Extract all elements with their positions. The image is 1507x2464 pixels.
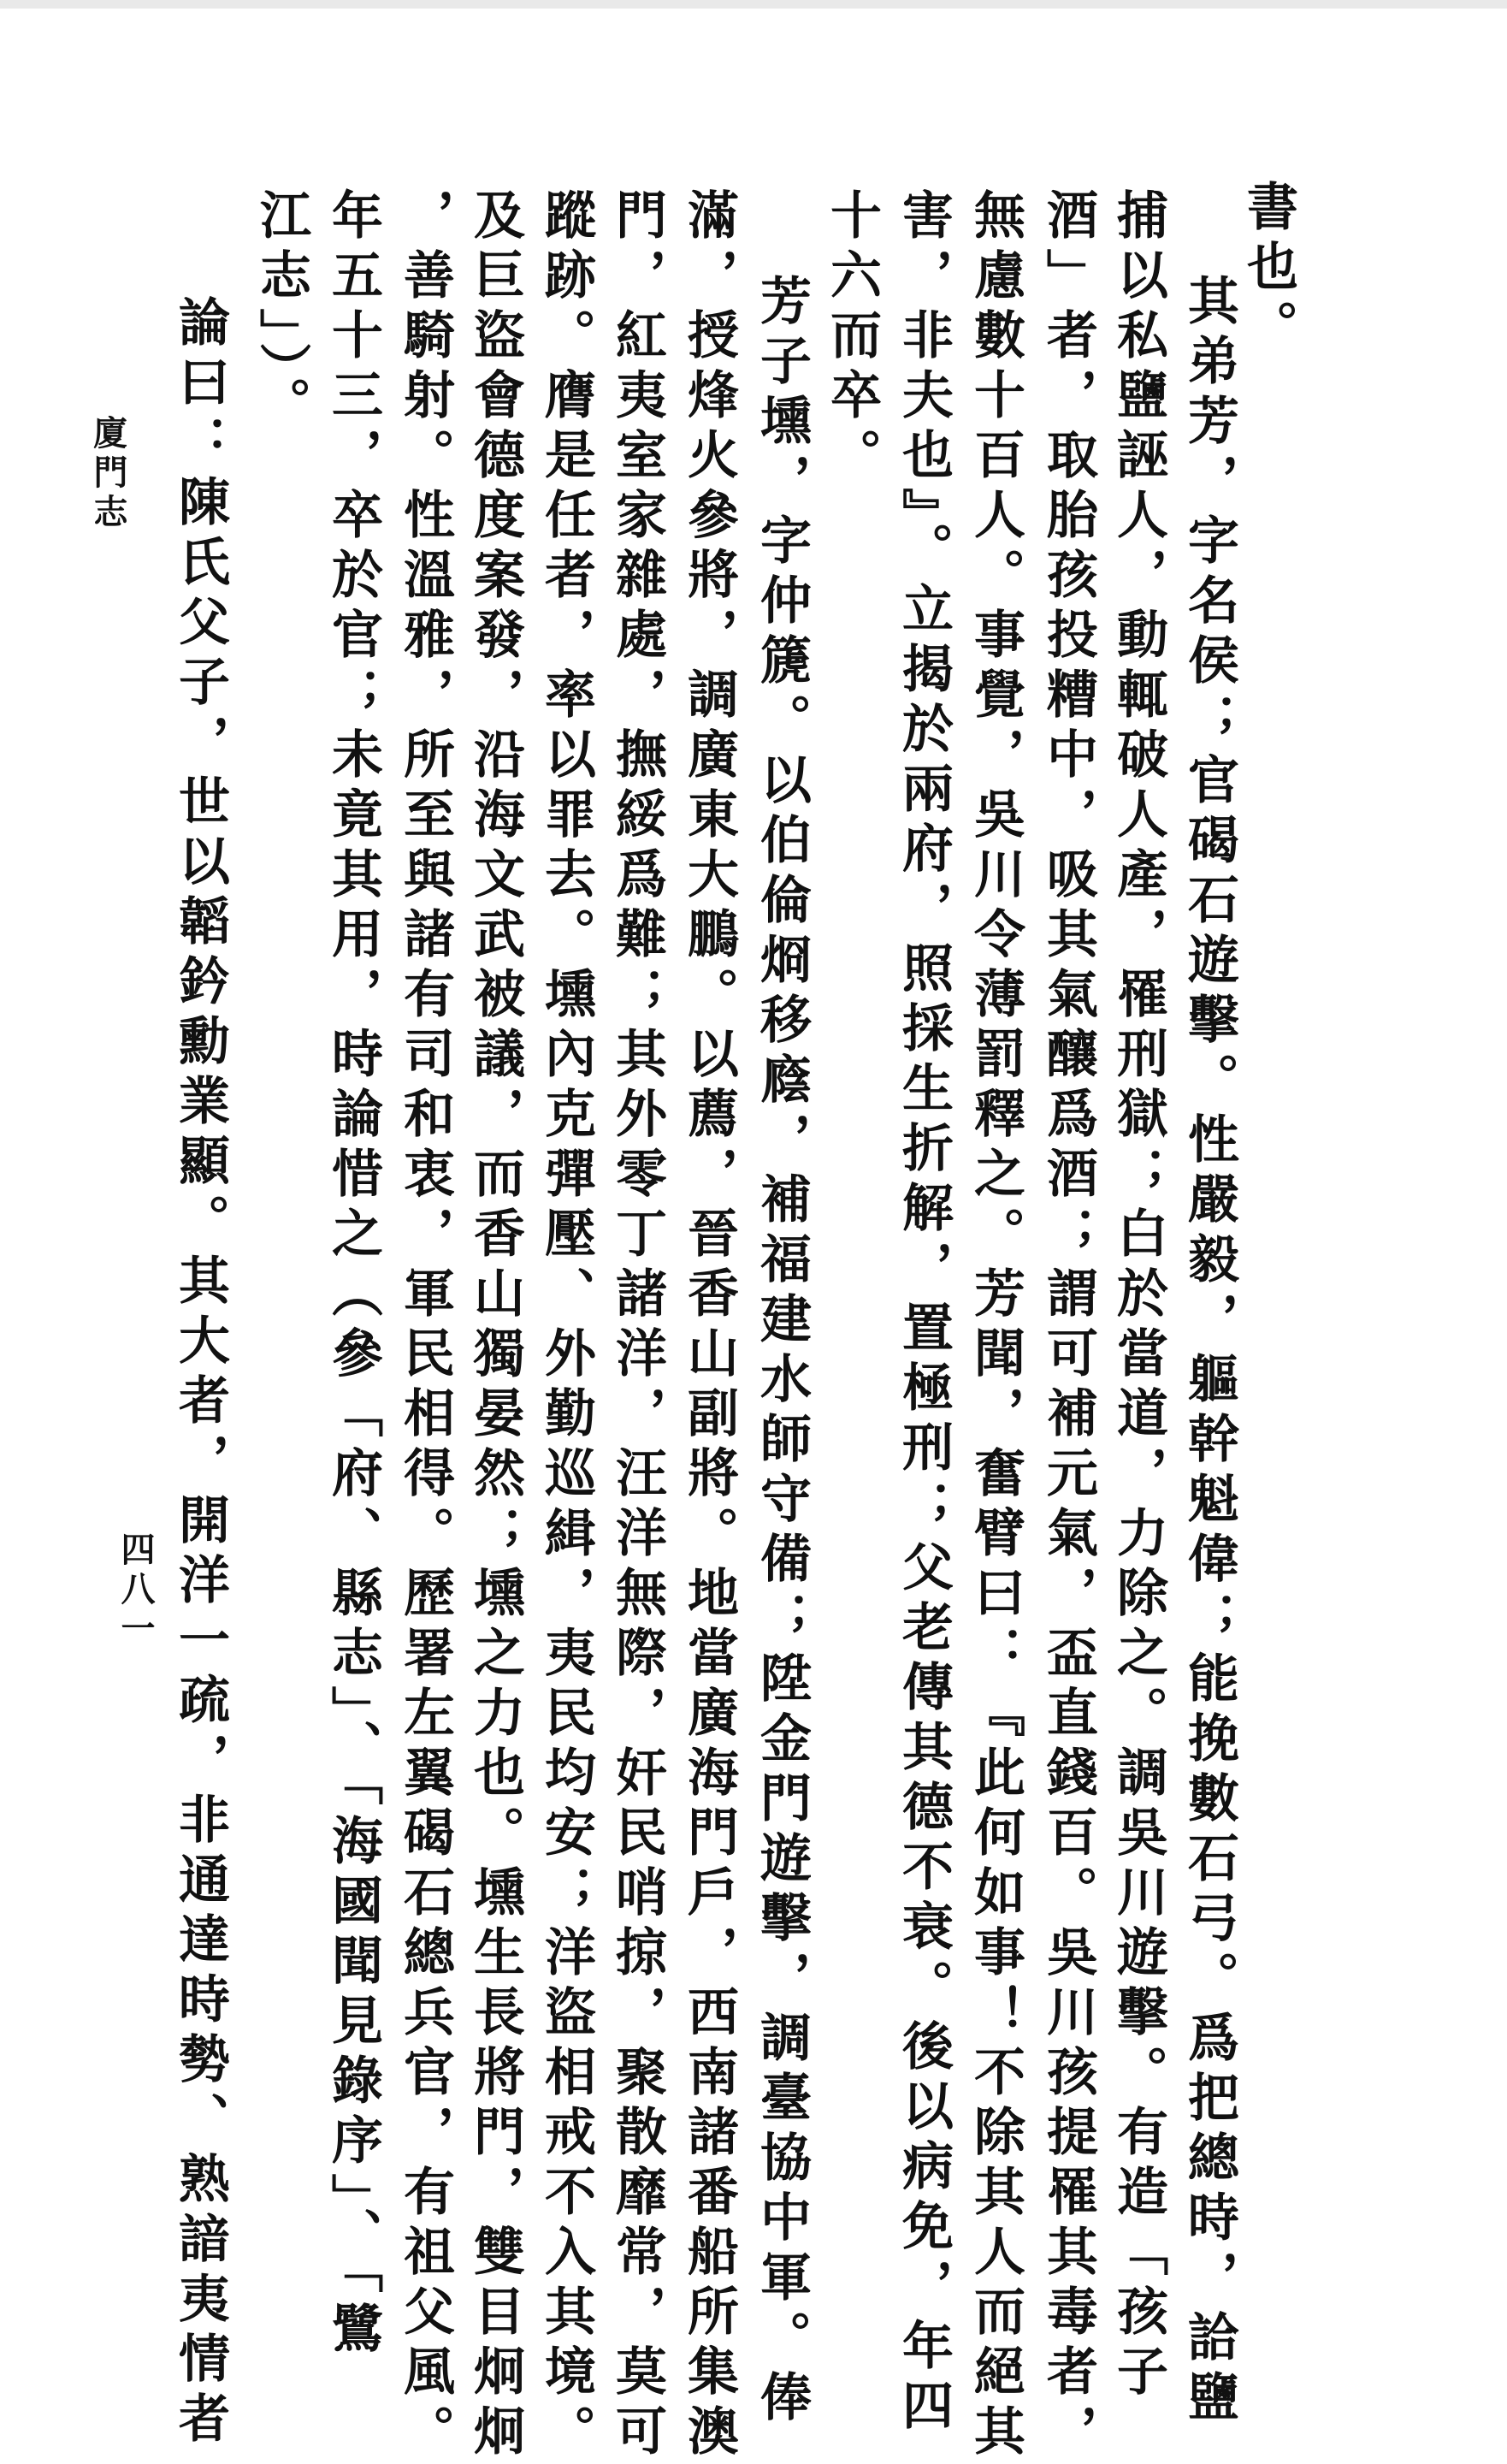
text-column: 江志」）。 (251, 188, 311, 436)
text-column: 年五十三，卒於官；未竟其用，時論惜之（參「府、縣志」、「海國聞見錄序」、「鷺 (323, 188, 383, 2361)
text-column: 論曰：陳氏父子，世以韜鈐勳業顯。其大者，開洋一疏，非通達時勢、熟諳夷情者 (170, 295, 230, 2451)
text-column: 蹤跡。膺是任者，率以罪去。壎內克彈壓、外勤巡緝，夷民均安；洋盜相戒不入其境。 (536, 188, 596, 2464)
text-column: 及巨盜會德度案發，沿海文武被議，而香山獨晏然；壎之力也。壎生長將門，雙目炯炯 (465, 188, 525, 2464)
text-column: 十六而卒。 (822, 188, 882, 488)
text-column: 害，非夫也』。立揭於兩府，照採生折解，置極刑；父老傳其德不衰。後以病免，年四 (894, 188, 954, 2438)
text-column: 芳子壎，字仲篪。以伯倫烱移廕，補福建水師守備；陞金門遊擊，調臺協中軍。俸 (752, 274, 812, 2430)
page-number: 四八一 (115, 1531, 156, 1650)
text-column: 酒」者，取胎孩投糟中，吸其氣釀爲酒；謂可補元氣，盃直錢百。吳川孩提罹其毒者， (1038, 188, 1098, 2464)
text-column: 滿，授烽火參將，調廣東大鵬。以薦，晉香山副將。地當廣海門戶，西南諸番船所集澳 (679, 188, 739, 2464)
text-column: 捕以私鹽誣人，動輒破人產，罹刑獄；白於當道，力除之。調吳川遊擊。有造「孩子 (1108, 188, 1168, 2404)
text-column: 書也。 (1238, 180, 1298, 359)
text-column: 門，紅夷室家雜處，撫綏爲難；其外零丁諸洋，汪洋無際，奸民哨掠，聚散靡常，莫可 (607, 188, 667, 2464)
text-column: 無慮數十百人。事覺，吳川令薄罰釋之。芳聞，奮臂曰：『此何如事！不除其人而絕其 (966, 188, 1025, 2464)
text-column: ，善騎射。性溫雅，所至與諸有司和衷，軍民相得。歷署左翼碣石總兵官，有祖父風。 (395, 188, 455, 2464)
scan-top-edge (0, 0, 1507, 9)
book-title: 廈門志 (88, 415, 128, 533)
text-column: 其弟芳，字名侯；官碣石遊擊。性嚴毅，軀幹魁偉；能挽數石弓。爲把總時，詥鹽 (1179, 274, 1239, 2430)
